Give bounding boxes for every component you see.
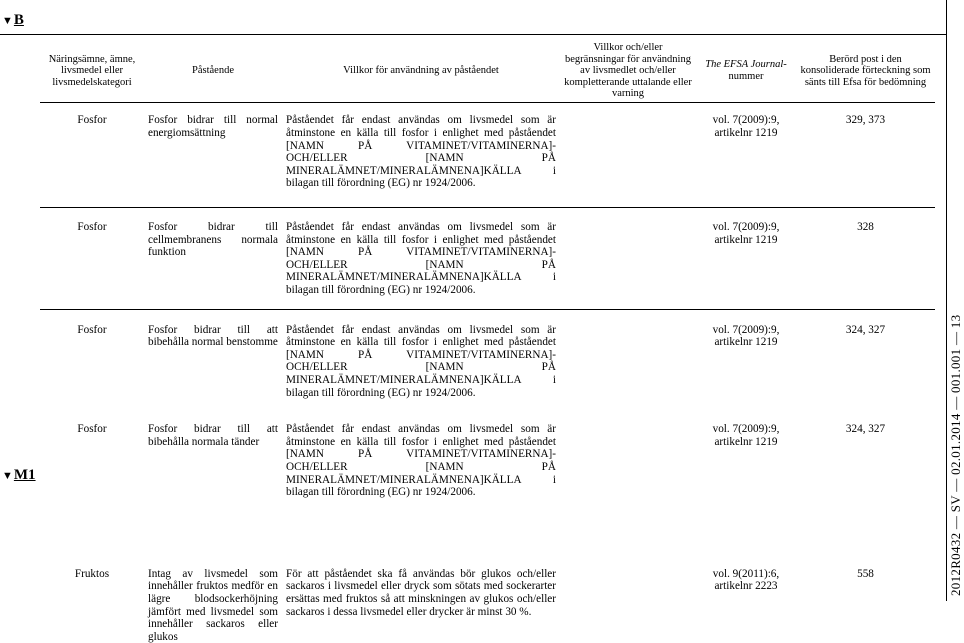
cell-conditions: Påståendet får endast användas om livsmedel som är åtminstone en källa till fosfor i enlighet med påståendet [NAMN PÅ VITAMINET/VITAMINERNA]- OCH/ELLER [NAMN PÅ MINERALÄMNET/MINERALÄMNENA]KÄLLA i bilagan till förordning (EG) nr 1924/2006.	[286, 221, 556, 296]
cell-restrictions	[560, 324, 696, 400]
marker-b-label: B	[13, 12, 24, 28]
header-conditions: Villkor för användning av påståendet	[282, 40, 560, 102]
cell-substance: Fosfor	[77, 323, 107, 336]
cell-restrictions	[560, 423, 696, 499]
table-row	[40, 221, 935, 297]
cell-entry: 329, 373	[845, 114, 886, 127]
claims-table	[40, 40, 935, 643]
cell-restrictions	[560, 568, 696, 643]
header-journal	[696, 40, 796, 102]
table-spacer	[40, 310, 935, 324]
header-journal-italic: The EFSA Journal	[705, 59, 784, 71]
cell-claim: Fosfor bidrar till normal energiomsättning	[148, 114, 278, 140]
table-header-row	[40, 40, 935, 102]
table-row	[40, 423, 935, 499]
header-journal-rest: -nummer	[728, 59, 787, 82]
row-separator	[40, 297, 935, 310]
cell-conditions: För att påståendet ska få användas bör glukos och/eller sackaros i livsmedel eller dryck som sötats med sockerarter ersättas med fruktos så att minskningen av glukos och/eller sackaros i dessa livsmedel eller drycker är minst 30 %.	[286, 567, 556, 618]
amendment-marker-b	[2, 12, 24, 29]
header-claim: Påstående	[144, 40, 282, 102]
cell-claim: Intag av livsmedel som innehåller fruktos medför en lägre blodsockerhöjning jämfört med livsmedel som innehåller sackaros eller glukos	[148, 567, 278, 643]
cell-substance: Fosfor	[77, 114, 107, 127]
cell-claim: Fosfor bidrar till cellmembranens normala funktion	[148, 221, 278, 259]
table-spacer	[40, 207, 935, 221]
cell-restrictions	[560, 114, 696, 190]
top-rule	[0, 34, 946, 35]
cell-conditions: Påståendet får endast användas om livsmedel som är åtminstone en källa till fosfor i enlighet med påståendet [NAMN PÅ VITAMINET/VITAMINERNA]- OCH/ELLER [NAMN PÅ MINERALÄMNET/MINERALÄMNENA]KÄLLA i bilagan till förordning (EG) nr 1924/2006.	[286, 114, 556, 190]
triangle-icon: ▼	[2, 470, 13, 482]
cell-entry: 558	[857, 567, 874, 580]
cell-claim: Fosfor bidrar till att bibehålla normala tänder	[148, 423, 278, 448]
cell-entry: 324, 327	[845, 323, 886, 336]
cell-conditions: Påståendet får endast användas om livsmedel som är åtminstone en källa till fosfor i enlighet med påståendet [NAMN PÅ VITAMINET/VITAMINERNA]- OCH/ELLER [NAMN PÅ MINERALÄMNET/MINERALÄMNENA]KÄLLA i bilagan till förordning (EG) nr 1924/2006.	[286, 323, 556, 399]
cell-entry: 328	[857, 221, 874, 234]
row-separator	[40, 190, 935, 207]
table-row	[40, 114, 935, 190]
cell-journal: vol. 7(2009):9, artikelnr 1219	[712, 221, 780, 246]
table-spacer	[40, 102, 935, 114]
cell-substance: Fosfor	[77, 221, 107, 234]
triangle-icon: ▼	[2, 15, 13, 27]
cell-restrictions	[560, 221, 696, 297]
marker-m1-label: M1	[13, 467, 36, 483]
table-row	[40, 324, 935, 400]
header-substance: Näringsämne, ämne, livsmedel eller livsmedelskategori	[40, 40, 144, 102]
table-spacer	[40, 499, 935, 568]
cell-entry: 324, 327	[845, 423, 886, 436]
cell-journal: vol. 9(2011):6, artikelnr 2223	[712, 567, 780, 593]
cell-substance: Fosfor	[77, 423, 107, 436]
cell-journal: vol. 7(2009):9, artikelnr 1219	[712, 114, 780, 140]
table-spacer	[40, 399, 935, 423]
amendment-marker-m1	[2, 467, 36, 484]
table-row	[40, 568, 935, 643]
cell-conditions: Påståendet får endast användas om livsmedel som är åtminstone en källa till fosfor i enlighet med påståendet [NAMN PÅ VITAMINET/VITAMINERNA]- OCH/ELLER [NAMN PÅ MINERALÄMNET/MINERALÄMNENA]KÄLLA i bilagan till förordning (EG) nr 1924/2006.	[286, 423, 556, 499]
header-entry: Berörd post i den konsoliderade förteckning som sänts till Efsa för bedömning	[796, 40, 935, 102]
document-reference-sidebar: 2012R0432 — SV — 02.01.2014 — 001.001 — 13	[948, 314, 963, 596]
header-restrictions: Villkor och/eller begränsningar för användning av livsmedlet och/eller kompletterande uttalande eller varning	[560, 40, 696, 102]
page-right-border	[946, 0, 947, 601]
cell-claim: Fosfor bidrar till att bibehålla normal benstomme	[148, 323, 278, 349]
cell-substance: Fruktos	[74, 567, 110, 580]
cell-journal: vol. 7(2009):9, artikelnr 1219	[712, 423, 780, 448]
cell-journal: vol. 7(2009):9, artikelnr 1219	[712, 323, 780, 349]
